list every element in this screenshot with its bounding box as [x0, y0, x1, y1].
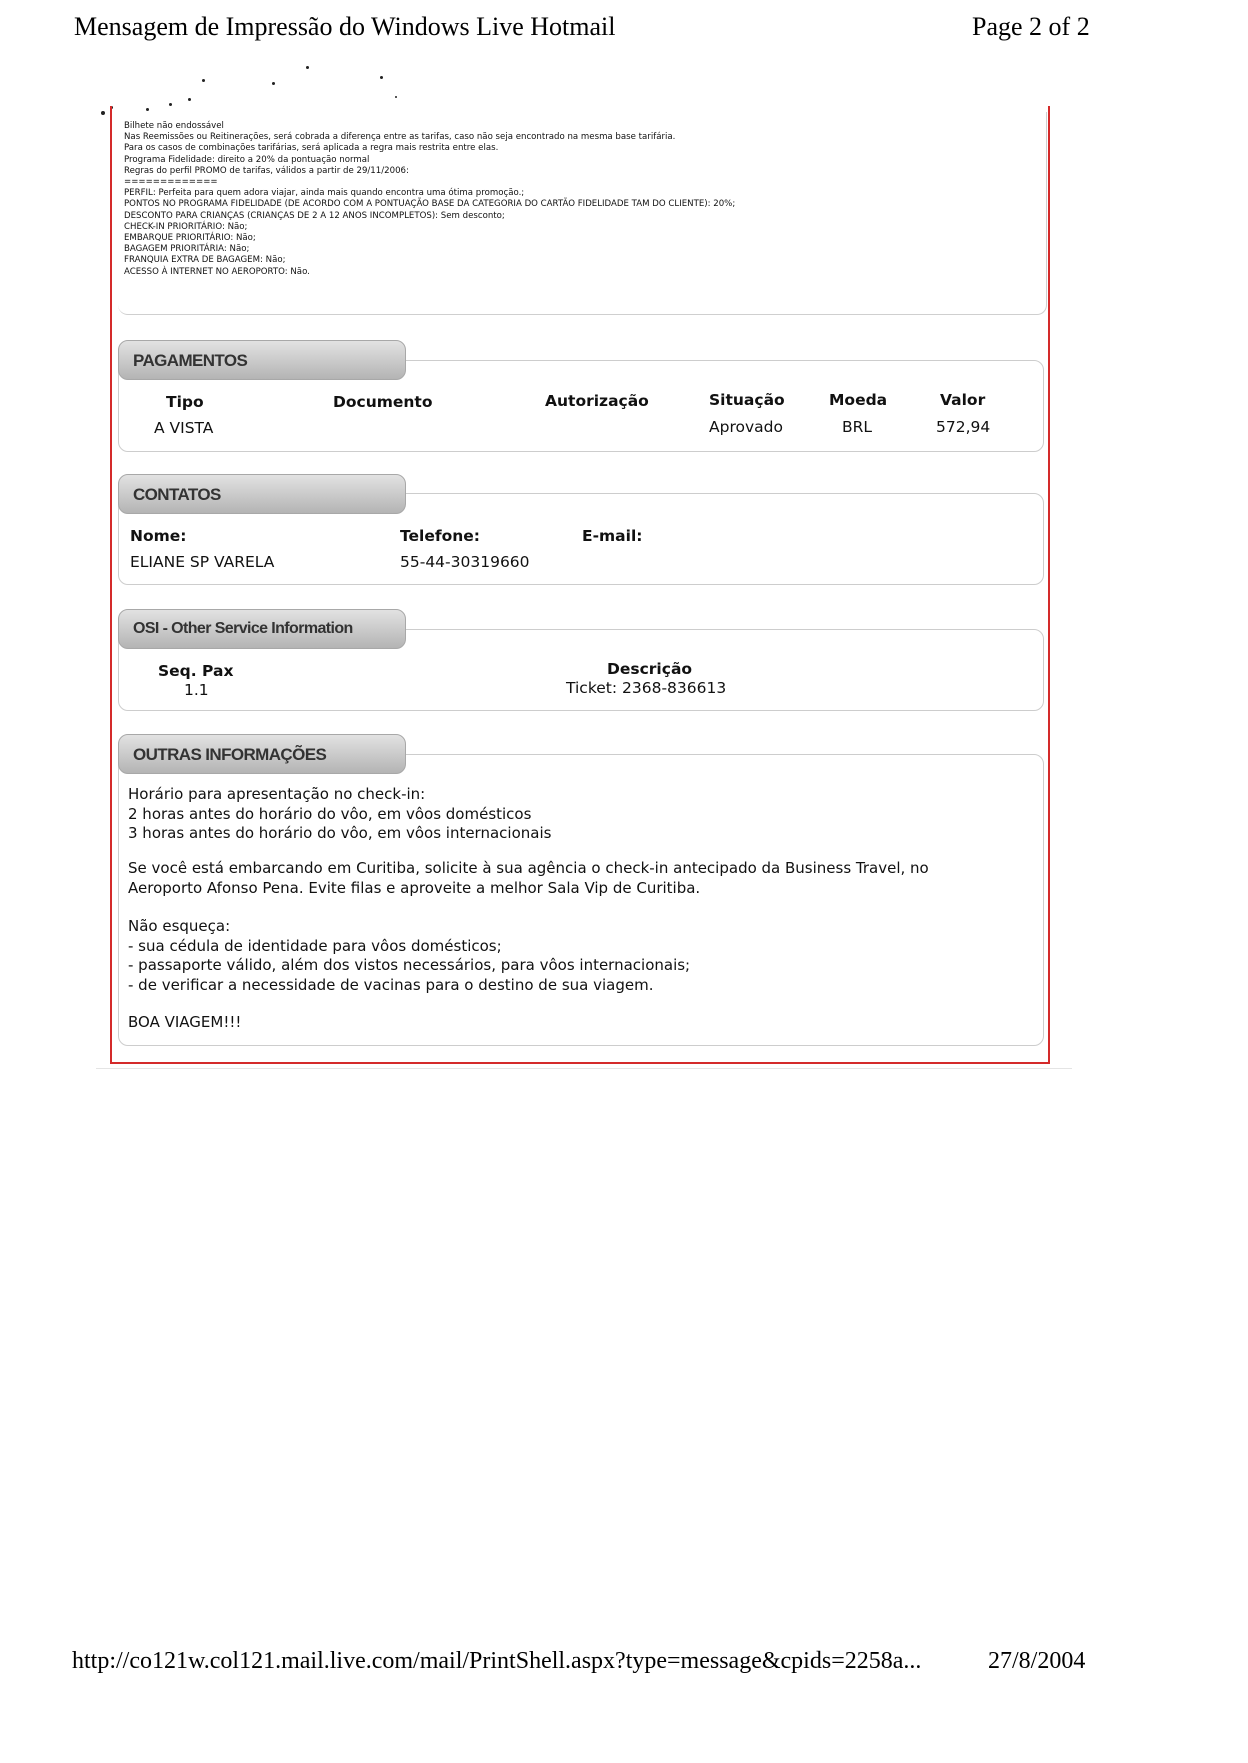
- page-divider: [96, 1068, 1072, 1069]
- fare-rule-line: BAGAGEM PRIORITÁRIA: Não;: [124, 244, 250, 255]
- fare-rule-line: =============: [124, 177, 218, 188]
- reminder-line: Não esqueça:: [128, 917, 231, 935]
- scan-speck: [395, 96, 397, 98]
- checkin-line: Horário para apresentação no check-in:: [128, 785, 426, 803]
- reminder-line: - passaporte válido, além dos vistos necessários, para vôos internacionais;: [128, 956, 691, 974]
- payment-valor: 572,94: [936, 418, 991, 436]
- fare-rule-line: Bilhete não endossável: [124, 121, 224, 131]
- scan-speck: [188, 98, 191, 101]
- payment-situacao: Aprovado: [709, 418, 783, 436]
- payments-header-documento: Documento: [333, 393, 433, 411]
- payment-tipo: A VISTA: [154, 419, 214, 437]
- scan-speck: [380, 76, 383, 79]
- fare-rule-line: PERFIL: Perfeita para quem adora viajar, ainda mais quando encontra uma ótima promoção.;: [124, 188, 525, 199]
- page-number: Page 2 of 2: [972, 12, 1090, 41]
- curitiba-info: [128, 859, 929, 898]
- osi-header-descricao: Descrição: [607, 660, 693, 678]
- other-info-tab: OUTRAS INFORMAÇÕES: [118, 734, 406, 774]
- payments-header-tipo: Tipo: [166, 393, 204, 411]
- footer-date: 27/8/2004: [988, 1648, 1086, 1674]
- fare-rule-line: EMBARQUE PRIORITÁRIO: Não;: [124, 233, 256, 244]
- osi-seq-pax: 1.1: [184, 681, 209, 699]
- payments-header-moeda: Moeda: [829, 391, 888, 409]
- reminder-info: [128, 917, 690, 995]
- osi-header-seq-pax: Seq. Pax: [158, 662, 234, 680]
- fare-rule-line: CHECK-IN PRIORITÁRIO: Não;: [124, 221, 248, 232]
- scan-speck: [272, 82, 275, 85]
- osi-descricao: Ticket: 2368-836613: [566, 679, 727, 697]
- closing-text: BOA VIAGEM!!!: [128, 1013, 242, 1031]
- contacts-header-telefone: Telefone:: [400, 527, 480, 545]
- payments-header-valor: Valor: [940, 391, 986, 409]
- fare-rule-line: DESCONTO PARA CRIANÇAS (CRIANÇAS DE 2 A 12 ANOS INCOMPLETOS): Sem desconto;: [124, 210, 505, 221]
- payment-moeda: BRL: [842, 418, 873, 436]
- scan-speck: [306, 66, 309, 69]
- scan-speck: [202, 79, 205, 82]
- contacts-header-nome: Nome:: [130, 527, 187, 545]
- print-header-title: Mensagem de Impressão do Windows Live Hotmail: [74, 12, 616, 41]
- scan-speck: [101, 111, 105, 115]
- fare-rule-line: PONTOS NO PROGRAMA FIDELIDADE (DE ACORDO COM A PONTUAÇÃO BASE DA CATEGORIA DO CARTÃO FIDELIDADE TAM DO CLIENTE): 20%;: [124, 199, 736, 210]
- fare-rule-line: Regras do perfil PROMO de tarifas, válidos a partir de 29/11/2006:: [124, 165, 409, 176]
- checkin-info: [128, 785, 551, 844]
- contact-telefone: 55-44-30319660: [400, 553, 530, 571]
- fare-rule-line: ACESSO À INTERNET NO AEROPORTO: Não.: [124, 266, 310, 277]
- fare-rule-line: Para os casos de combinações tarifárias, será aplicada a regra mais restrita entre elas.: [124, 143, 499, 154]
- curitiba-line: Se você está embarcando em Curitiba, solicite à sua agência o check-in antecipado da Business Travel, no: [128, 859, 929, 877]
- fare-rules-text: [124, 121, 1044, 278]
- contact-nome: ELIANE SP VARELA: [130, 553, 275, 571]
- payments-tab: PAGAMENTOS: [118, 340, 406, 380]
- checkin-line: 3 horas antes do horário do vôo, em vôos internacionais: [128, 824, 552, 842]
- payments-header-situacao: Situação: [709, 391, 785, 409]
- reminder-line: - de verificar a necessidade de vacinas para o destino de sua viagem.: [128, 975, 654, 994]
- payments-header-autorizacao: Autorização: [545, 392, 649, 410]
- fare-rule-line: Nas Reemissões ou Reitinerações, será cobrada a diferença entre as tarifas, caso não seja encontrado na mesma base tarifária.: [124, 132, 676, 143]
- contacts-header-email: E-mail:: [582, 527, 643, 545]
- footer-url: http://co121w.col121.mail.live.com/mail/PrintShell.aspx?type=message&cpids=2258a...: [72, 1648, 922, 1674]
- reminder-line: - sua cédula de identidade para vôos domésticos;: [128, 936, 502, 955]
- contacts-tab: CONTATOS: [118, 474, 406, 514]
- osi-tab: OSI - Other Service Information: [118, 609, 406, 649]
- fare-rule-line: Programa Fidelidade: direito a 20% da pontuação normal: [124, 154, 370, 165]
- fare-rule-line: FRANQUIA EXTRA DE BAGAGEM: Não;: [124, 255, 286, 266]
- curitiba-line: Aeroporto Afonso Pena. Evite filas e aproveite a melhor Sala Vip de Curitiba.: [128, 878, 701, 897]
- checkin-line: 2 horas antes do horário do vôo, em vôos domésticos: [128, 804, 532, 823]
